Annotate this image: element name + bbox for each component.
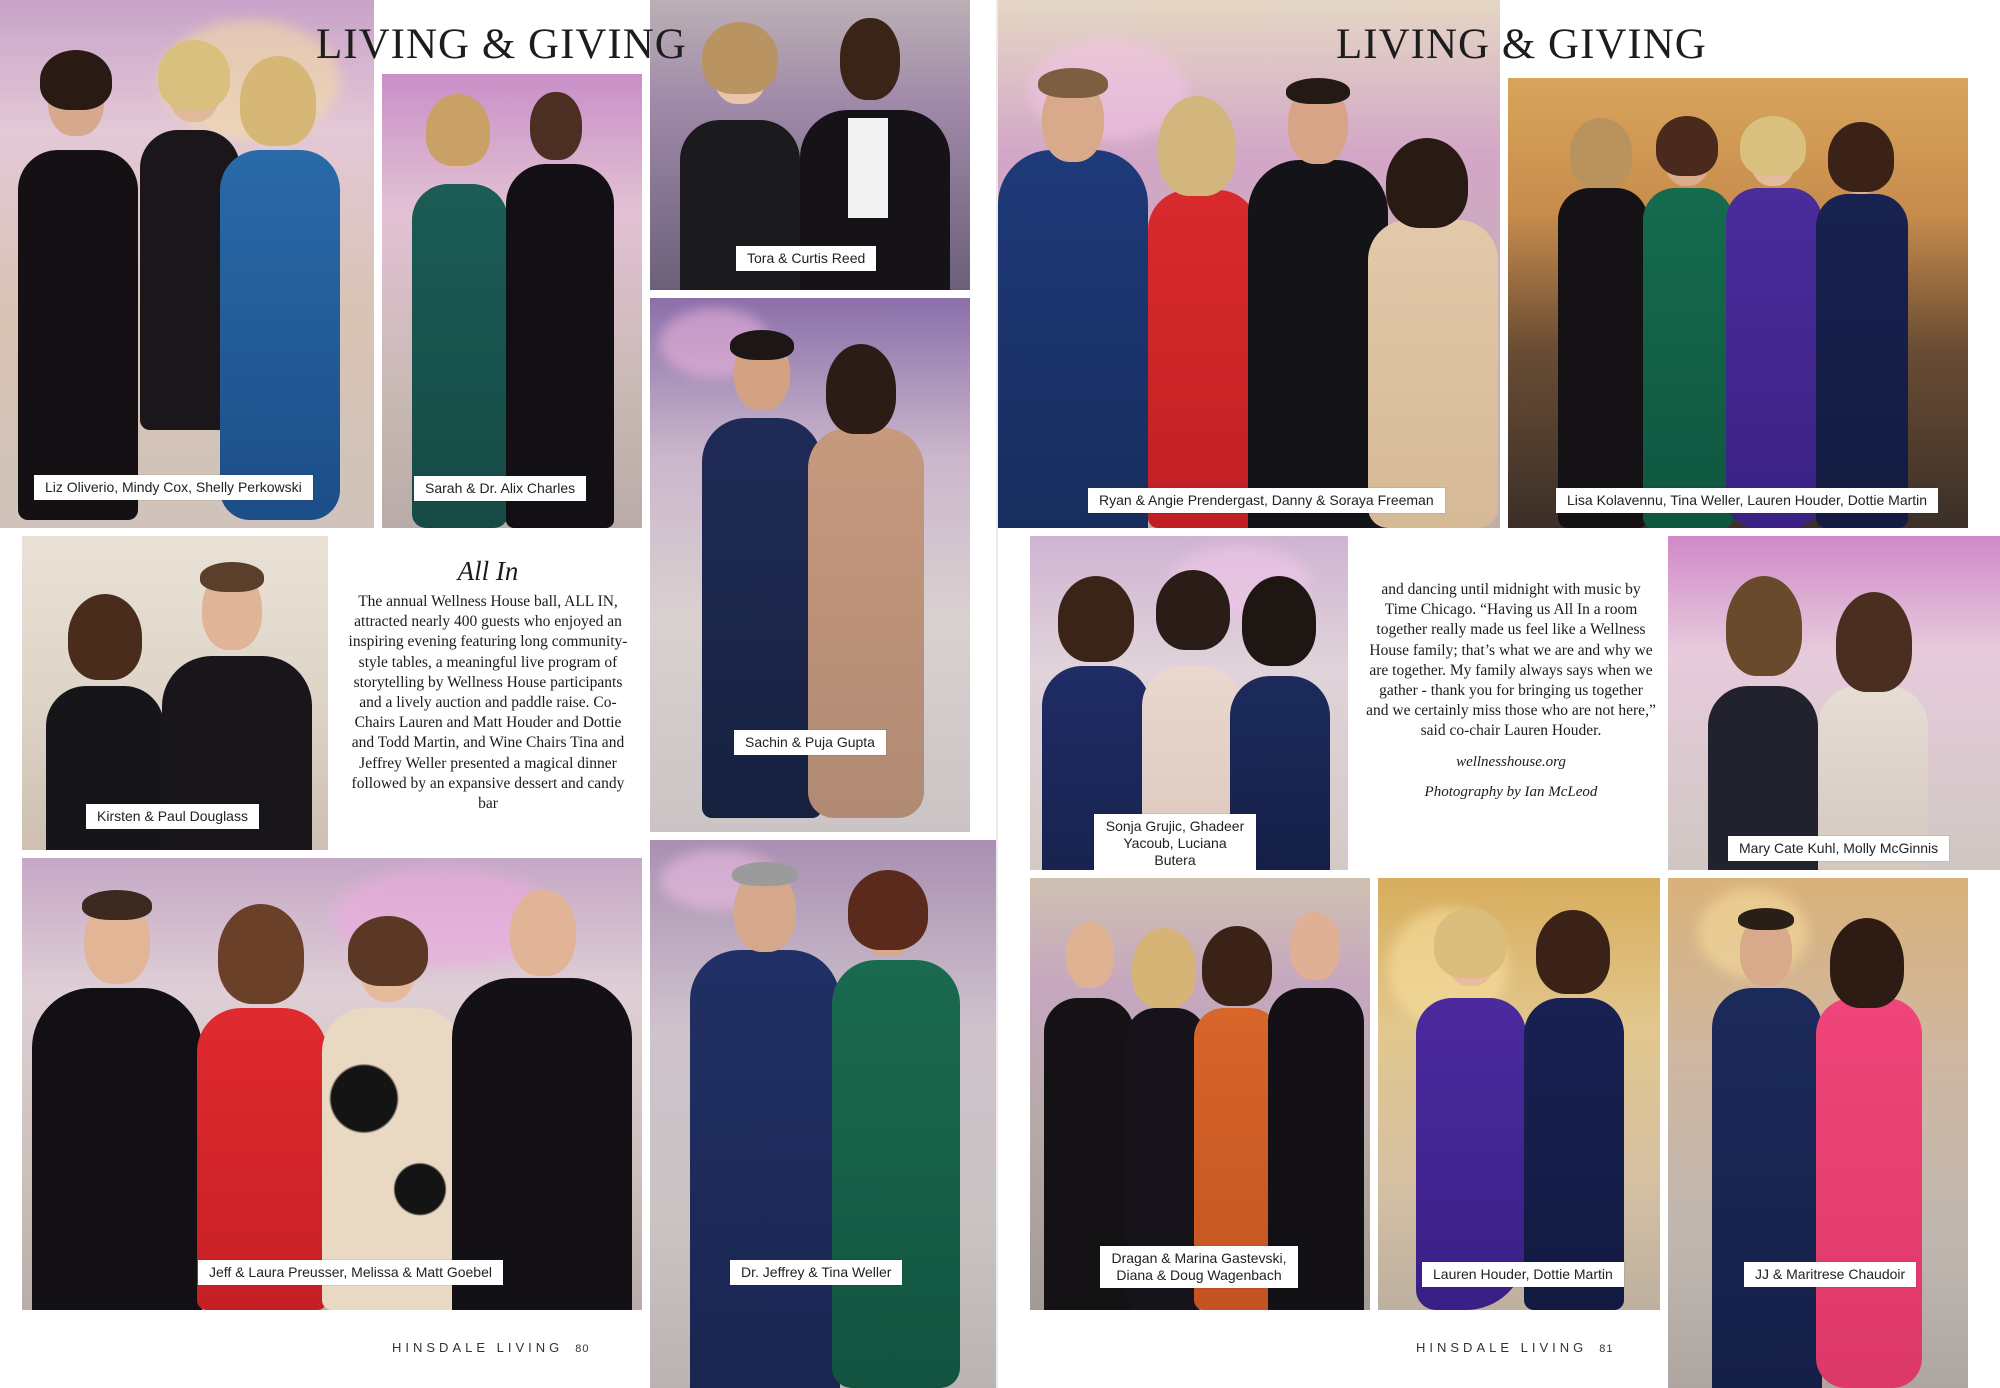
- page-number: 81: [1599, 1343, 1614, 1355]
- photo-caption: Ryan & Angie Prendergast, Danny & Soraya Freeman: [1088, 488, 1445, 513]
- photo-caption: Sarah & Dr. Alix Charles: [414, 476, 586, 501]
- article-photo-credit: Photography by Ian McLeod: [1424, 783, 1598, 800]
- photo-kirsten-paul: [22, 536, 328, 850]
- page-number: 80: [575, 1343, 590, 1355]
- publication-name: HINSDALE LIVING: [1416, 1340, 1588, 1355]
- photo-gastevski-wagenbach: [1030, 878, 1370, 1310]
- photo-caption: JJ & Maritrese Chaudoir: [1744, 1262, 1916, 1287]
- photo-jeffrey-tina: [650, 840, 996, 1388]
- article-body-left: The annual Wellness House ball, ALL IN, attracted nearly 400 guests who enjoyed an inspiring evening featuring long community-style tables, a meaningful live program of storytelling by Wellness House participants and a lively auction and paddle raise. Co-Chairs Lauren and Matt Houder and Dottie and Todd Martin, and Wine Chairs Tina and Jeffrey Weller presented a magical dinner followed by an expansive dessert and candy bar: [348, 593, 628, 813]
- page-footer-left: [392, 1340, 590, 1355]
- photo-preusser-goebel: [22, 858, 642, 1310]
- photo-caption: Liz Oliverio, Mindy Cox, Shelly Perkowski: [34, 475, 313, 500]
- article-website-link[interactable]: wellnesshouse.org: [1456, 753, 1566, 770]
- photo-prendergast-freeman: [998, 0, 1500, 528]
- photo-caption: Mary Cate Kuhl, Molly McGinnis: [1728, 836, 1949, 861]
- photo-caption: Dragan & Marina Gastevski, Diana & Doug Wagenbach: [1100, 1246, 1298, 1288]
- photo-lauren-dottie: [1378, 878, 1660, 1310]
- photo-jj-maritrese: [1668, 878, 1968, 1388]
- photo-caption: Sachin & Puja Gupta: [734, 730, 886, 755]
- page-footer-right: [1416, 1340, 1614, 1355]
- photo-sarah-alix: [382, 74, 642, 528]
- photo-caption: Sonja Grujic, Ghadeer Yacoub, Luciana Butera: [1094, 814, 1256, 870]
- publication-name: HINSDALE LIVING: [392, 1340, 564, 1355]
- page-header-left: LIVING & GIVING: [316, 21, 687, 68]
- photo-caption: Tora & Curtis Reed: [736, 246, 876, 271]
- photo-sonja-ghadeer-luciana: [1030, 536, 1348, 870]
- photo-four-women-staircase: [1508, 78, 1968, 528]
- photo-liz-mindy-shelly: [0, 0, 374, 528]
- photo-caption: Jeff & Laura Preusser, Melissa & Matt Goebel: [198, 1260, 503, 1285]
- photo-caption: Lisa Kolavennu, Tina Weller, Lauren Houder, Dottie Martin: [1556, 488, 1938, 513]
- photo-caption: Kirsten & Paul Douglass: [86, 804, 259, 829]
- photo-mary-molly: [1668, 536, 2000, 870]
- article-body-continued: and dancing until midnight with music by Time Chicago. “Having us All In a room together really made us feel like a Wellness House family; that’s what we are and why we are together. My family always says when we gather - thank you for bringing us together and we certainly miss those who are not here,” said co-chair Lauren Houder.: [1366, 581, 1656, 740]
- page-header-right: LIVING & GIVING: [1336, 21, 1707, 68]
- photo-sachin-puja: [650, 298, 970, 832]
- photo-caption: Dr. Jeffrey & Tina Weller: [730, 1260, 902, 1285]
- article-body-right: [1366, 580, 1656, 802]
- photo-tora-curtis: [650, 0, 970, 290]
- photo-caption: Lauren Houder, Dottie Martin: [1422, 1262, 1624, 1287]
- article-title: All In: [457, 556, 519, 586]
